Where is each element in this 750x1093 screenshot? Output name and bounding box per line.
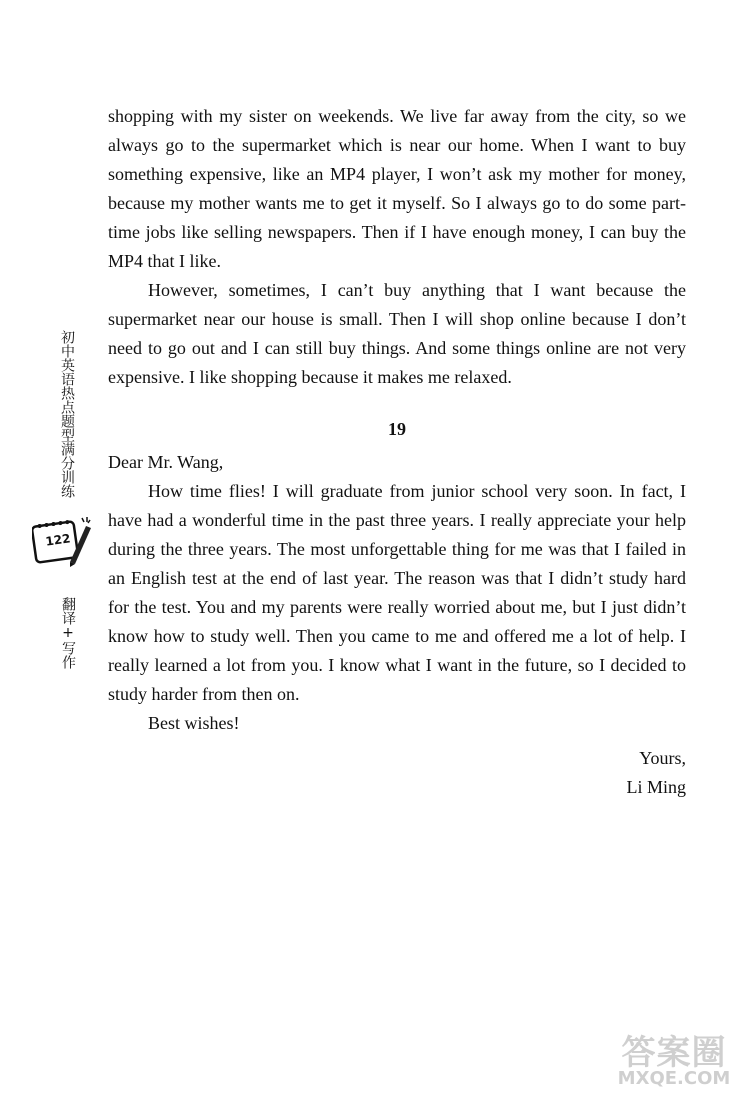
book-subtitle: 翻译+写作	[60, 597, 76, 669]
watermark-cn: 答案圈	[621, 1033, 727, 1073]
sidebar	[28, 314, 84, 688]
letter-body: How time flies! I will graduate from junior school very soon. In fact, I have had a wonderful time in the past three years. I really appreciate your help during the three years. The most unforgettable thing for me was that I failed in an English test at the end of last year. The reason was that I didn’t study hard for the test. You and my parents were really worried about me, but I just didn’t know how to study well. Then you came to me and offered me a lot of help. I really learned a lot from you. I know what I want in the future, so I decided to study harder from then on.	[108, 481, 686, 704]
page-number: 122	[44, 531, 72, 549]
paragraph-however: However, sometimes, I can’t buy anything that I want because the supermarket near our house is small. Then I will shop online because I don’t need to go out and I can still buy things. And some things online are not very expensive. I like shopping because it makes me relaxed.	[108, 280, 686, 387]
page-badge	[32, 516, 80, 564]
section-number: 19	[388, 419, 406, 439]
letter-closing: Yours,	[639, 748, 686, 768]
main-content	[108, 102, 686, 802]
paragraph-continuation: shopping with my sister on weekends. We live far away from the city, so we always go to the supermarket which is near our home. When I want to buy something expensive, like an MP4 player, I won’t ask my mother for money, because my mother wants me to get it myself. So I always go to do some part-time jobs like selling newspapers. Then if I have enough money, I can buy the MP4 that I like.	[108, 106, 686, 271]
watermark-logo	[604, 1025, 744, 1089]
book-title: 初中英语热点题型满分训练	[59, 330, 75, 498]
watermark-en: MXQE.COM	[617, 1068, 731, 1089]
letter-wishes: Best wishes!	[148, 713, 240, 733]
letter-signature: Li Ming	[626, 777, 686, 797]
letter-salutation: Dear Mr. Wang,	[108, 452, 224, 472]
